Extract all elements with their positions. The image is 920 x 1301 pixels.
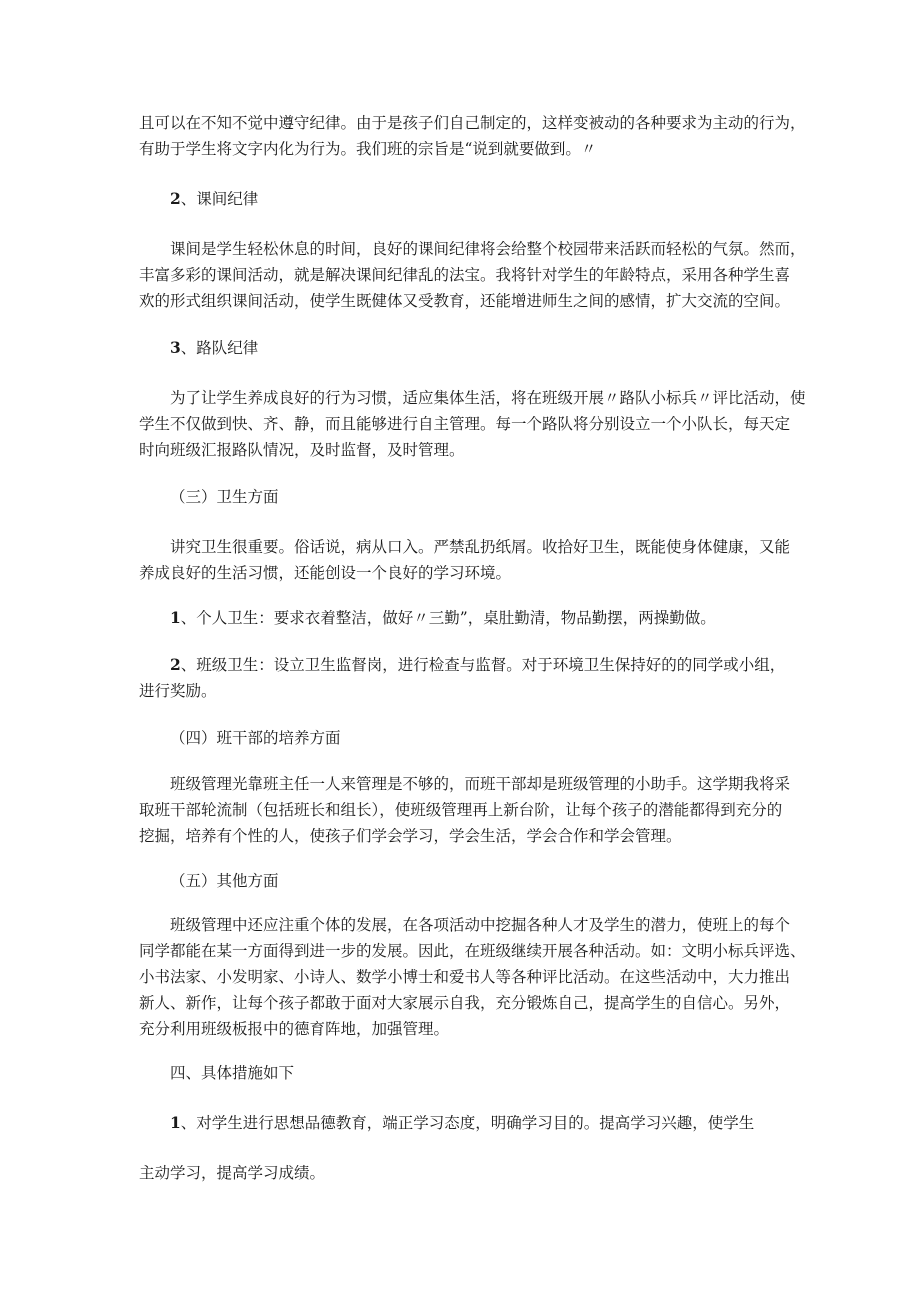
heading-number: 2 (170, 189, 181, 208)
item-class-hygiene (139, 652, 799, 704)
section-title: （五）其他方面 (170, 872, 279, 890)
paragraph-intro (139, 110, 806, 162)
text-line: 欢的形式组织课间活动，使学生既健体又受教育，还能增进师生之间的感情，扩大交流的空间。 (139, 292, 791, 310)
text-line: 养成良好的生活习惯，还能创设一个良好的学习环境。 (139, 564, 512, 582)
text-line: 同学都能在某一方面得到进一步的发展。因此，在班级继续开展各种活动。如：文明小标兵评选、 (139, 942, 806, 960)
measure-item-1-continuation (139, 1160, 799, 1186)
text-line: 且可以在不知不觉中遵守纪律。由于是孩子们自己制定的，这样变被动的各种要求为主动的行为， (139, 114, 806, 132)
text-line: 有助于学生将文字内化为行为。我们班的宗旨是“说到就要做到。〃 (139, 140, 597, 158)
text-line: 课间是学生轻松休息的时间，良好的课间纪律将会给整个校园带来活跃而轻松的气氛。然而， (170, 240, 806, 258)
text-line: 讲究卫生很重要。俗话说，病从口入。严禁乱扔纸屑。收拾好卫生，既能使身体健康，又能 (170, 538, 791, 556)
text-line: 时向班级汇报路队情况，及时监督，及时管理。 (139, 441, 465, 459)
heading-queue-discipline (139, 335, 830, 361)
paragraph-cadre (139, 771, 799, 849)
text-line: 为了让学生养成良好的行为习惯，适应集体生活，将在班级开展〃路队小标兵〃评比活动，使 (170, 389, 806, 407)
text-line: 学生不仅做到快、齐、静，而且能够进行自主管理。每一个路队将分别设立一个小队长，每天定 (139, 415, 791, 433)
section-title: 四、具体措施如下 (170, 1064, 295, 1082)
item-personal-hygiene (139, 605, 830, 631)
heading-break-discipline (139, 186, 830, 212)
section-title: （三）卫生方面 (170, 488, 279, 506)
text-line: 新人、新作，让每个孩子都敢于面对大家展示自我，充分锻炼自己，提高学生的自信心。另外， (139, 994, 791, 1012)
item-text: 、对学生进行思想品德教育，端正学习态度，明确学习目的。提高学习兴趣，使学生 (180, 1114, 755, 1132)
text-line: 取班干部轮流制（包括班长和组长），使班级管理再上新台阶，让每个孩子的潜能都得到充分的 (139, 801, 783, 819)
item-text: 、个人卫生：要求衣着整洁，做好〃三勤”，桌肚勤清，物品勤摆，两操勤做。 (180, 609, 716, 627)
heading-text: 、课间纪律 (180, 190, 259, 208)
paragraph-break-discipline (139, 236, 806, 314)
text-line: 班级管理中还应注重个体的发展，在各项活动中挖掘各种人才及学生的潜力，使班上的每个 (170, 916, 791, 934)
paragraph-queue-discipline (139, 385, 806, 463)
section-other-title (139, 868, 830, 894)
section-hygiene-title (139, 484, 830, 510)
section-cadre-title (139, 725, 830, 751)
section-title: （四）班干部的培养方面 (170, 729, 341, 747)
text-line: 主动学习，提高学习成绩。 (139, 1164, 326, 1182)
item-text: 、班级卫生：设立卫生监督岗，进行检查与监督。对于环境卫生保持好的的同学或小组， (180, 656, 786, 674)
text-line: 丰富多彩的课间活动，就是解决课间纪律乱的法宝。我将针对学生的年龄特点，采用各种学生喜 (139, 266, 791, 284)
text-line: 挖掘，培养有个性的人，使孩子们学会学习，学会生活，学会合作和学会管理。 (139, 827, 682, 845)
text-line: 小书法家、小发明家、小诗人、数学小博士和爱书人等各种评比活动。在这些活动中，大力推出 (139, 968, 791, 986)
item-number: 2 (170, 655, 181, 674)
text-line: 充分利用班级板报中的德育阵地，加强管理。 (139, 1020, 450, 1038)
heading-text: 、路队纪律 (180, 339, 259, 357)
item-number: 1 (170, 608, 181, 627)
paragraph-hygiene (139, 534, 799, 586)
text-line: 进行奖励。 (139, 682, 217, 700)
paragraph-other (139, 912, 806, 1042)
text-line: 班级管理光靠班主任一人来管理是不够的，而班干部却是班级管理的小助手。这学期我将采 (170, 775, 791, 793)
heading-number: 3 (170, 338, 181, 357)
item-number: 1 (170, 1113, 181, 1132)
part-four-title (139, 1060, 830, 1086)
measure-item-1 (139, 1110, 830, 1136)
